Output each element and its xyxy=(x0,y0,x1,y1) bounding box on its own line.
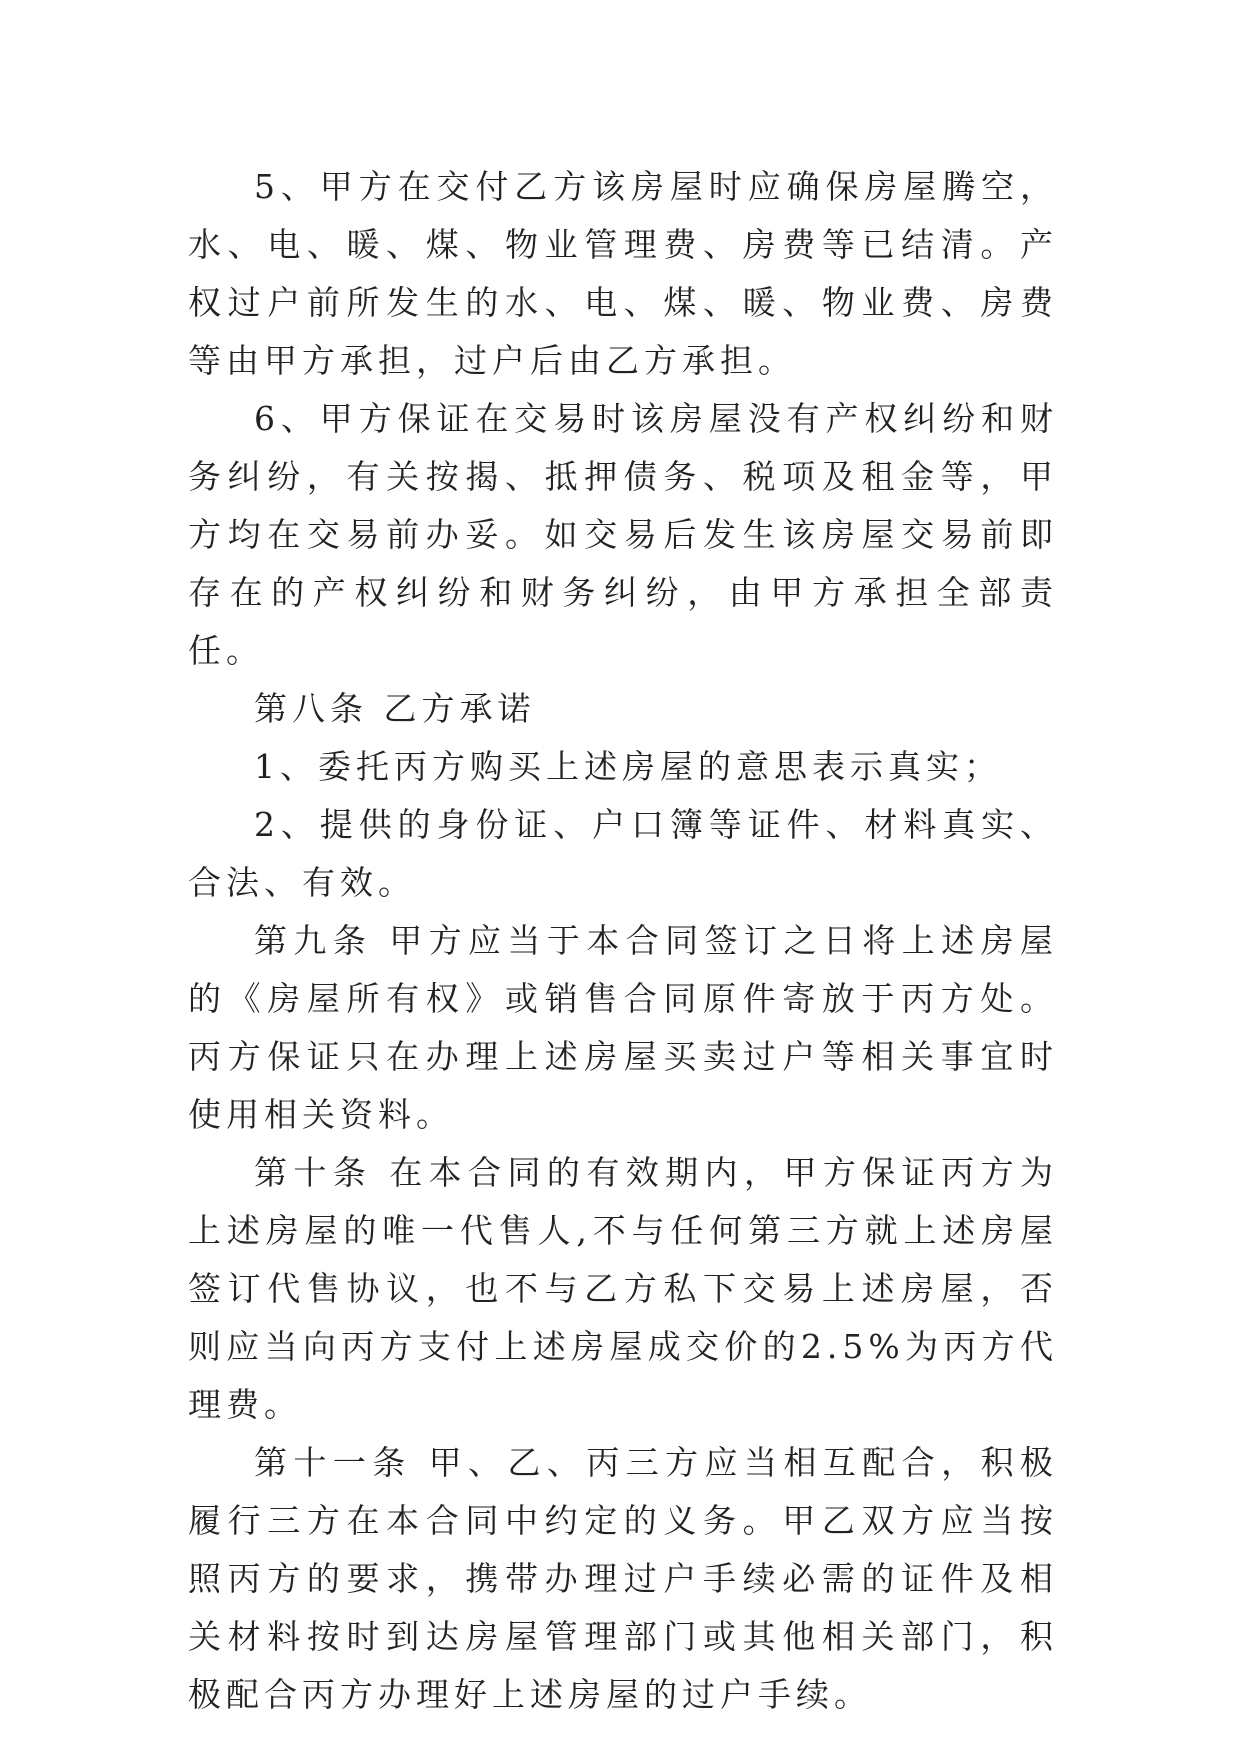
paragraph-clause-5: 5、甲方在交付乙方该房屋时应确保房屋腾空，水、电、暖、煤、物业管理费、房费等已结清。产权过户前所发生的水、电、煤、暖、物业费、房费等由甲方承担，过户后由乙方承担。 xyxy=(188,167,1058,380)
paragraph-article-10: 第十条 在本合同的有效期内，甲方保证丙方为上述房屋的唯一代售人,不与任何第三方就上述房屋签订代售协议，也不与乙方私下交易上述房屋，否则应当向丙方支付上述房屋成交价的2.5%为丙方代理费。 xyxy=(188,1153,1058,1424)
paragraph-article-8-item-2: 2、提供的身份证、户口簿等证件、材料真实、合法、有效。 xyxy=(188,805,1058,902)
paragraph-clause-6: 6、甲方保证在交易时该房屋没有产权纠纷和财务纠纷，有关按揭、抵押债务、税项及租金等，甲方均在交易前办妥。如交易后发生该房屋交易前即存在的产权纠纷和财务纠纷，由甲方承担全部责任。 xyxy=(188,399,1058,670)
paragraph-article-9: 第九条 甲方应当于本合同签订之日将上述房屋的《房屋所有权》或销售合同原件寄放于丙方处。丙方保证只在办理上述房屋买卖过户等相关事宜时使用相关资料。 xyxy=(188,921,1058,1134)
paragraph-article-8-item-1: 1、委托丙方购买上述房屋的意思表示真实； xyxy=(254,747,1002,786)
document-body xyxy=(188,158,1058,1724)
paragraph-article-11: 第十一条 甲、乙、丙三方应当相互配合，积极履行三方在本合同中约定的义务。甲乙双方应当按照丙方的要求，携带办理过户手续必需的证件及相关材料按时到达房屋管理部门或其他相关部门，积极配合丙方办理好上述房屋的过户手续。 xyxy=(188,1443,1058,1714)
article-8-heading: 第八条 乙方承诺 xyxy=(254,689,536,728)
